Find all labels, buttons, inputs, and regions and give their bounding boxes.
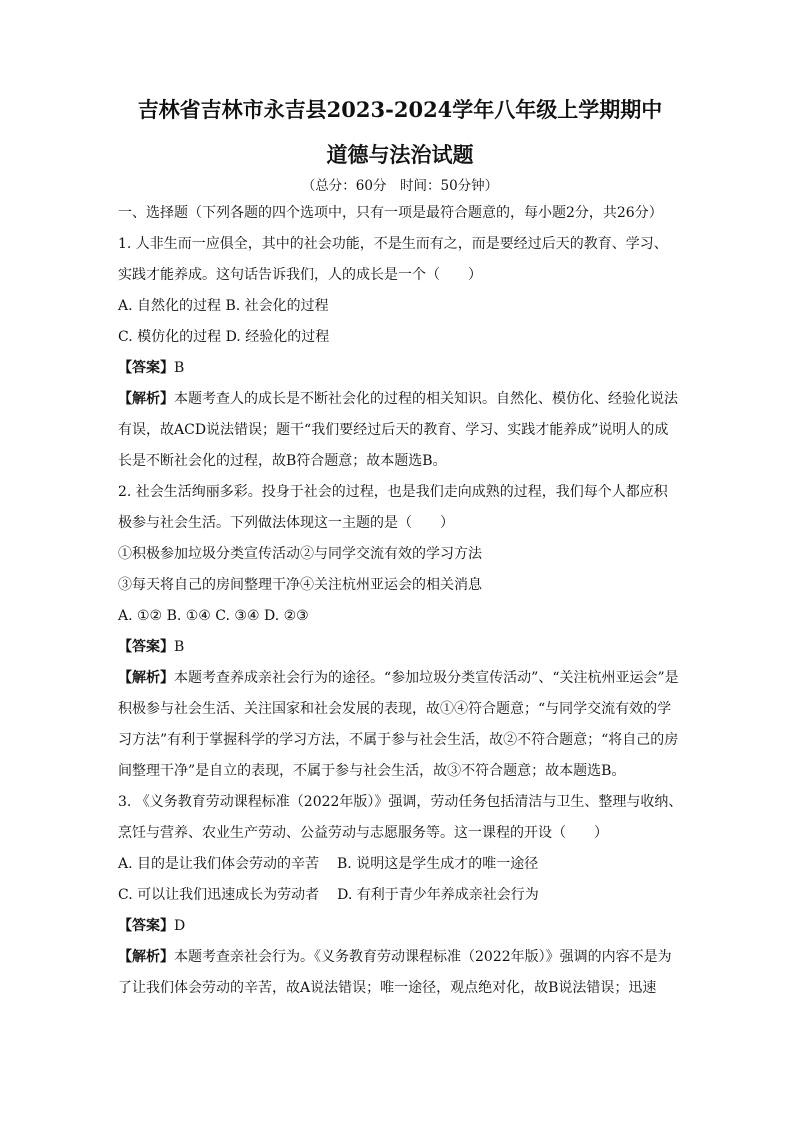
q1-options-cd: C. 模仿化的过程 D. 经验化的过程: [118, 329, 330, 345]
exam-subtitle: 道德与法治试题: [326, 142, 474, 167]
q2-answer: [118, 632, 682, 663]
q2-analysis-text-1: 本题考查养成亲社会行为的途径。“参加垃圾分类宣传活动”、“关注杭州亚运会”是: [174, 670, 679, 686]
q2-analysis-line-4: 间整理干净”是自立的表现，不属于参与社会生活，故③不符合题意；故本题选B。: [118, 763, 626, 779]
q2-options: A. ①② B. ①④ C. ③④ D. ②③: [118, 608, 309, 624]
q1-stem-line-2: 实践才能养成。这句话告诉我们，人的成长是一个（ ）: [118, 267, 482, 283]
q1-stem-line-1: 1. 人非生而一应俱全，其中的社会功能，不是生而有之，而是要经过后天的教育、学习、: [118, 236, 668, 252]
q1-answer: [118, 353, 682, 384]
q3-analysis-text-1: 本题考查亲社会行为。《义务教育劳动课程标准（2022年版）》强调的内容不是为: [174, 949, 672, 965]
q2-stem-line-2: 极参与社会生活。下列做法体现这一主题的是（ ）: [118, 515, 454, 531]
answer-label: 【答案】: [118, 639, 174, 655]
q3-stem-line-1: 3. 《义务教育劳动课程标准（2022年版）》强调，劳动任务包括清洁与卫生、整理与收纳、: [118, 794, 683, 810]
q3-option-b: B. 说明这是学生成才的唯一途径: [337, 856, 539, 872]
q2-items-34: ③每天将自己的房间整理干净④关注杭州亚运会的相关消息: [118, 577, 482, 593]
analysis-label: 【解析】: [118, 670, 174, 686]
q2-stem-line-1: 2. 社会生活绚丽多彩。投身于社会的过程，也是我们走向成熟的过程，我们每个人都应积: [118, 484, 668, 500]
q1-analysis-line-3: 长是不断社会化的过程，故B符合题意；故本题选B。: [118, 453, 447, 469]
q3-stem-line-2: 烹饪与营养、农业生产劳动、公益劳动与志愿服务等。这一课程的开设（ ）: [118, 825, 608, 841]
exam-title: 吉林省吉林市永吉县2023-2024学年八年级上学期期中: [137, 97, 663, 122]
q3-options-cd: [118, 880, 682, 911]
exam-meta: （总分：60分 时间：50分钟）: [301, 178, 499, 194]
section-heading: 一、选择题（下列各题的四个选项中，只有一项是最符合题意的，每小题2分，共26分）: [118, 205, 663, 221]
q3-analysis-line-2: 了让我们体会劳动的辛苦，故A说法错误；唯一途径，观点绝对化，故B说法错误；迅速: [118, 980, 657, 996]
q1-analysis-text-1: 本题考查人的成长是不断社会化的过程的相关知识。自然化、模仿化、经验化说法: [174, 391, 678, 407]
q2-analysis-line-1: [118, 663, 682, 694]
q2-items-12: ①积极参加垃圾分类宣传活动②与同学交流有效的学习方法: [118, 546, 482, 562]
answer-label: 【答案】: [118, 918, 174, 934]
q1-analysis-line-1: [118, 384, 682, 415]
q3-options-ab: [118, 849, 682, 880]
q3-answer: [118, 911, 682, 942]
q3-option-a: A. 目的是让我们体会劳动的辛苦: [118, 856, 320, 872]
q3-analysis-line-1: [118, 942, 682, 973]
q3-answer-value: D: [174, 918, 186, 934]
q3-option-d: D. 有利于青少年养成亲社会行为: [337, 887, 539, 903]
q1-analysis-line-2: 有误，故ACD说法错误；题干“我们要经过后天的教育、学习、实践才能养成”说明人的成: [118, 422, 669, 438]
analysis-label: 【解析】: [118, 949, 174, 965]
q1-answer-value: B: [174, 360, 185, 376]
q2-analysis-line-2: 积极参与社会生活、关注国家和社会发展的表现，故①④符合题意；“与同学交流有效的学: [118, 701, 672, 717]
q1-options-ab: A. 自然化的过程 B. 社会化的过程: [118, 298, 329, 314]
q3-option-c: C. 可以让我们迅速成长为劳动者: [118, 887, 320, 903]
q2-answer-value: B: [174, 639, 185, 655]
answer-label: 【答案】: [118, 360, 174, 376]
analysis-label: 【解析】: [118, 391, 174, 407]
q2-analysis-line-3: 习方法”有利于掌握科学的学习方法，不属于参与社会生活，故②不符合题意；“将自己的房: [118, 732, 679, 748]
